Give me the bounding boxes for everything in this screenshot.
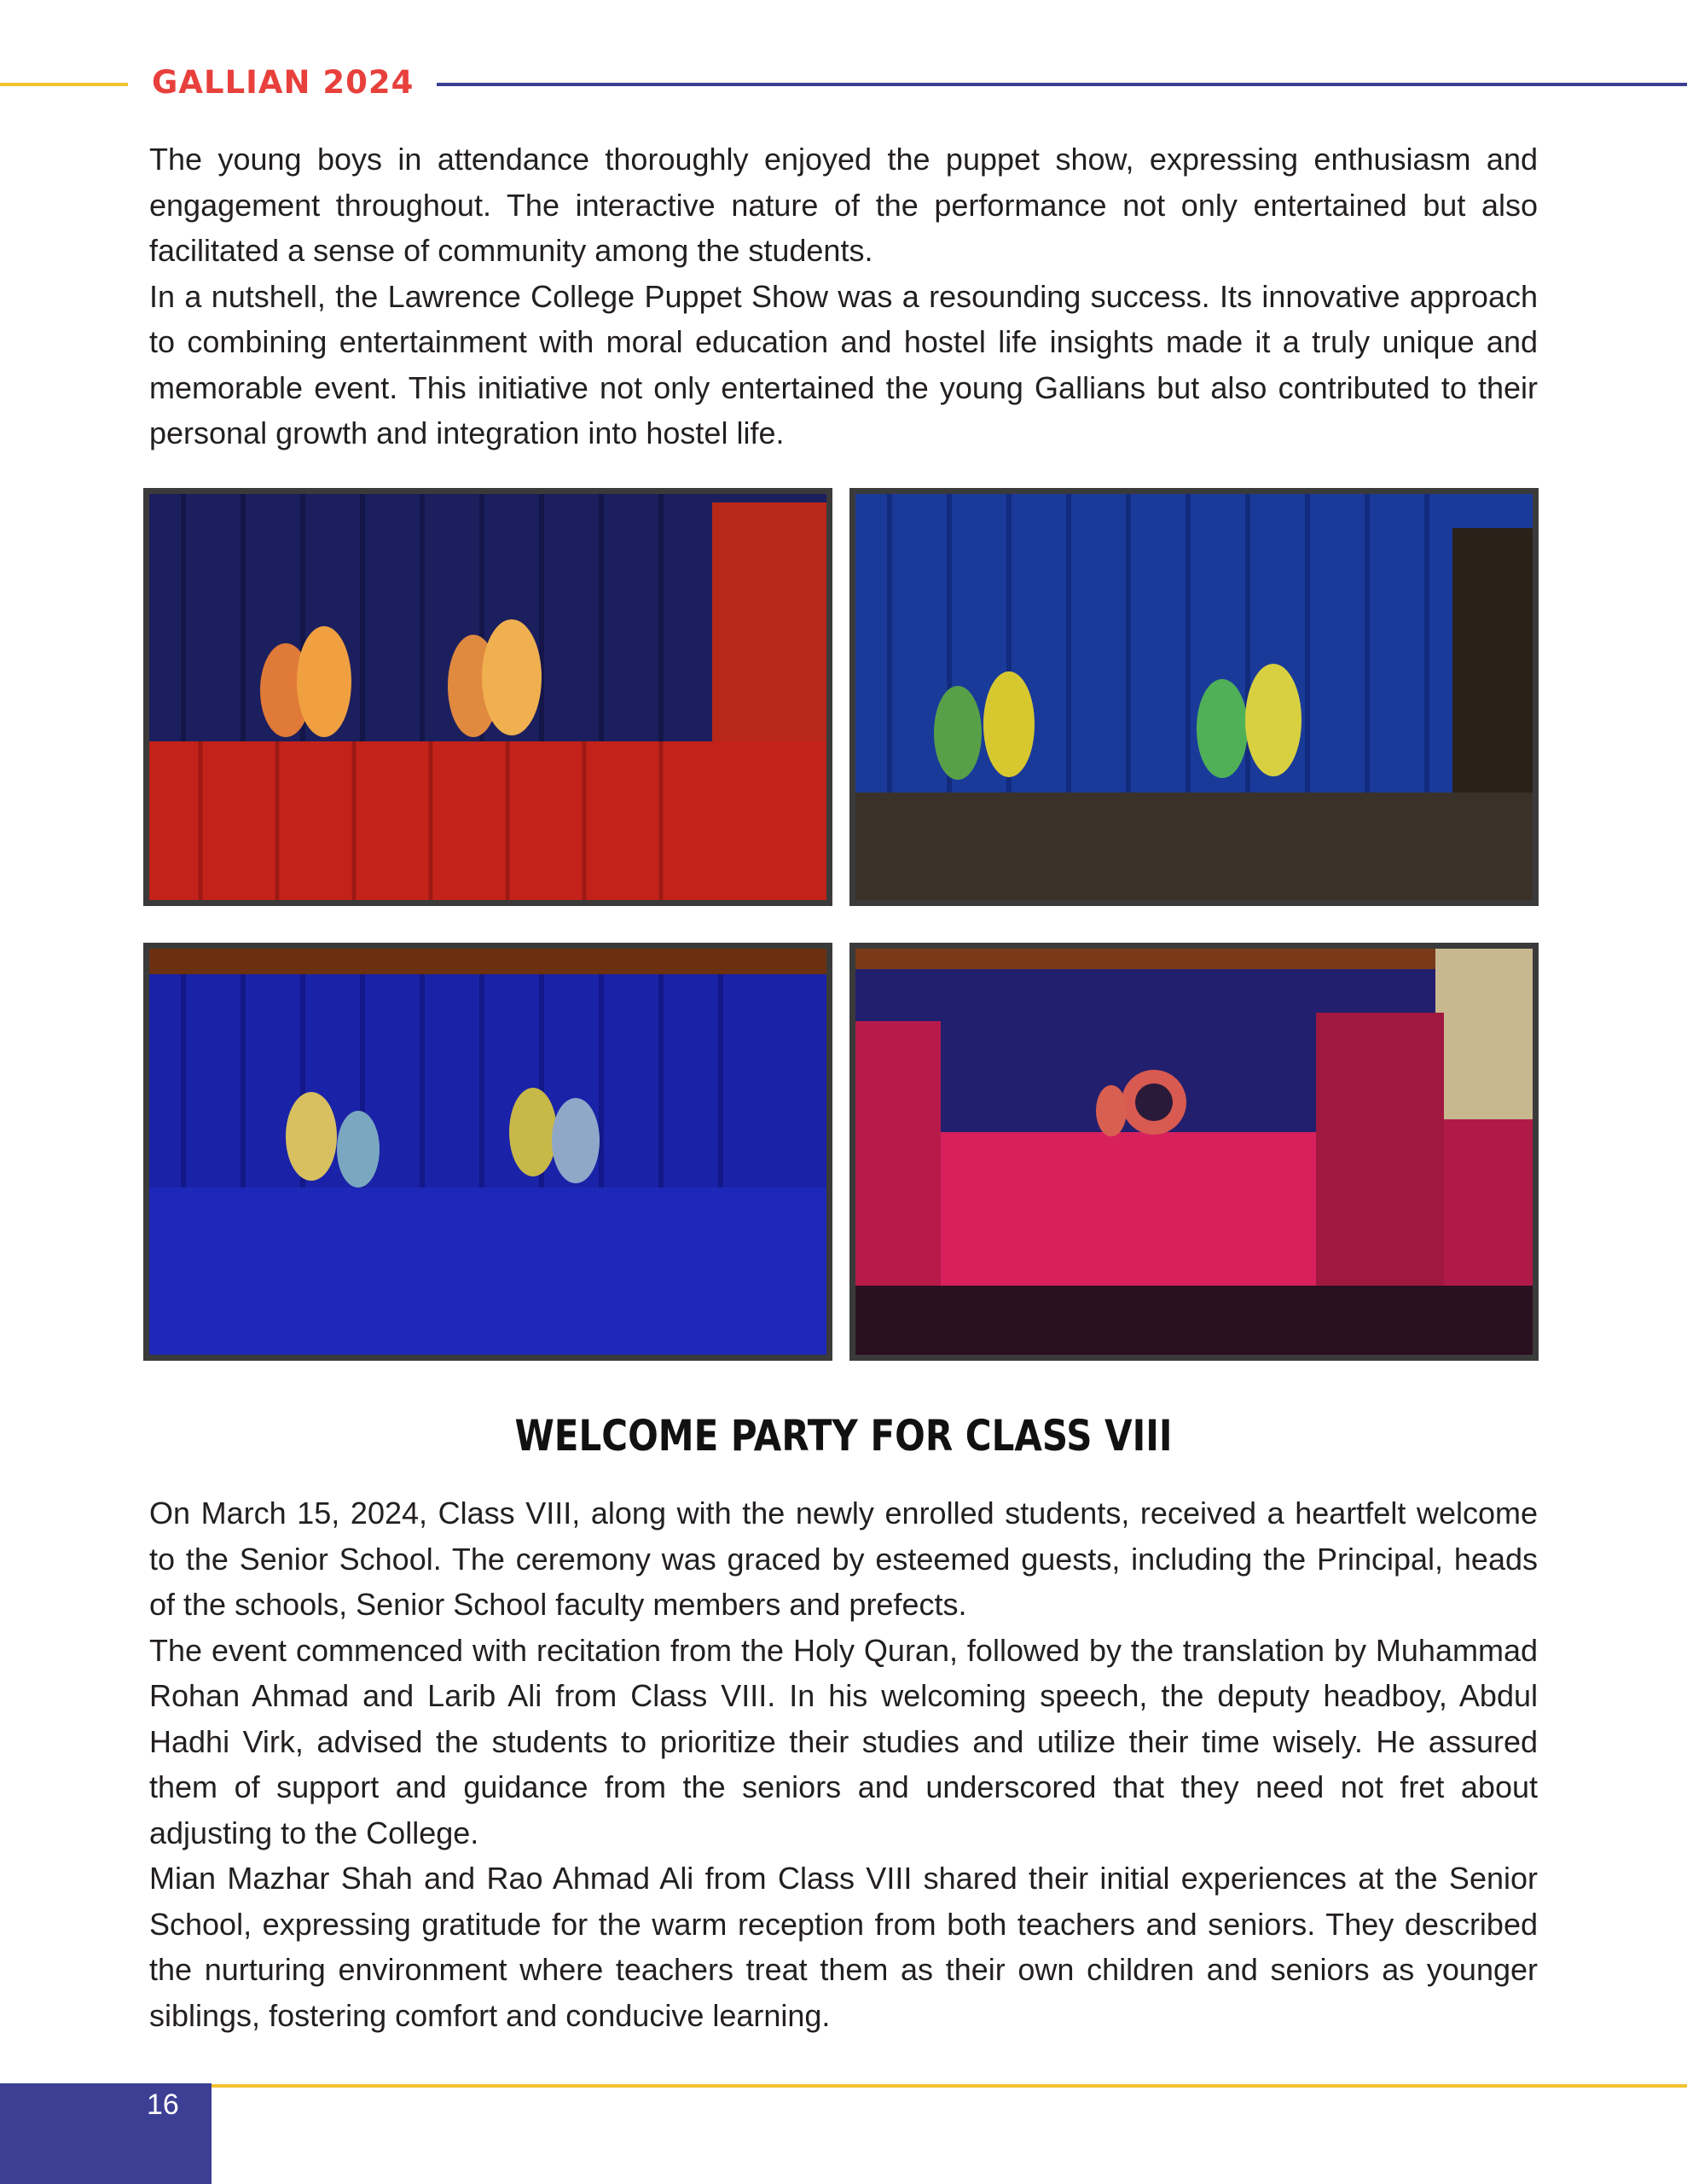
puppet-show-photo-3: [143, 943, 832, 1361]
puppet-show-photo-4: [849, 943, 1539, 1361]
puppet-stage-red-photo: [149, 494, 826, 900]
puppet-stage-indigo-photo: [149, 949, 826, 1355]
paragraph: On March 15, 2024, Class VIII, along with the newly enrolled students, received a heartfelt welcome to the Senior School. The ceremony was graced by esteemed guests, including the Principal, heads of the schools, Senior School faculty members and prefects.: [149, 1496, 1538, 1622]
header-rule-right: [437, 83, 1687, 86]
puppet-show-photo-1: [143, 488, 832, 906]
welcome-party-article: [149, 1490, 1538, 2038]
footer-rule: [212, 2084, 1687, 2088]
paragraph: In a nutshell, the Lawrence College Puppet Show was a resounding success. Its innovative approach to combining entertainment with moral education and hostel life insights made it a truly unique and memorable event. This initiative not only entertained the young Gallians but also contributed to their personal growth and integration into hostel life.: [149, 278, 1538, 450]
puppet-stage-pink-photo: [855, 949, 1533, 1355]
paragraph: Mian Mazhar Shah and Rao Ahmad Ali from Class VIII shared their initial experiences at the Senior School, expressing gratitude for the warm reception from both teachers and seniors. They described the nurturing environment where teachers treat them as their own children and seniors as younger siblings, fostering comfort and conducive learning.: [149, 1861, 1538, 2033]
header-rule-left: [0, 83, 128, 86]
paragraph: The young boys in attendance thoroughly enjoyed the puppet show, expressing enthusiasm and engagement throughout. The interactive nature of the performance not only entertained but also facilitated a sense of community among the students.: [149, 142, 1538, 268]
running-header-title: GALLIAN 2024: [152, 64, 415, 101]
page-number: 16: [147, 2088, 179, 2121]
section-heading: WELCOME PARTY FOR CLASS VIII: [514, 1411, 1173, 1461]
paragraph: The event commenced with recitation from the Holy Quran, followed by the translation by Muhammad Rohan Ahmad and Larib Ali from Class VIII. In his welcoming speech, the deputy headboy, Abdul Hadhi Virk, advised the students to prioritize their studies and utilize their time wisely. He assured them of support and guidance from the seniors and underscored that they need not fret about adjusting to the College.: [149, 1632, 1538, 1850]
article-continuation: [149, 136, 1538, 456]
puppet-stage-blue-photo: [855, 494, 1533, 900]
puppet-show-photo-2: [849, 488, 1539, 906]
